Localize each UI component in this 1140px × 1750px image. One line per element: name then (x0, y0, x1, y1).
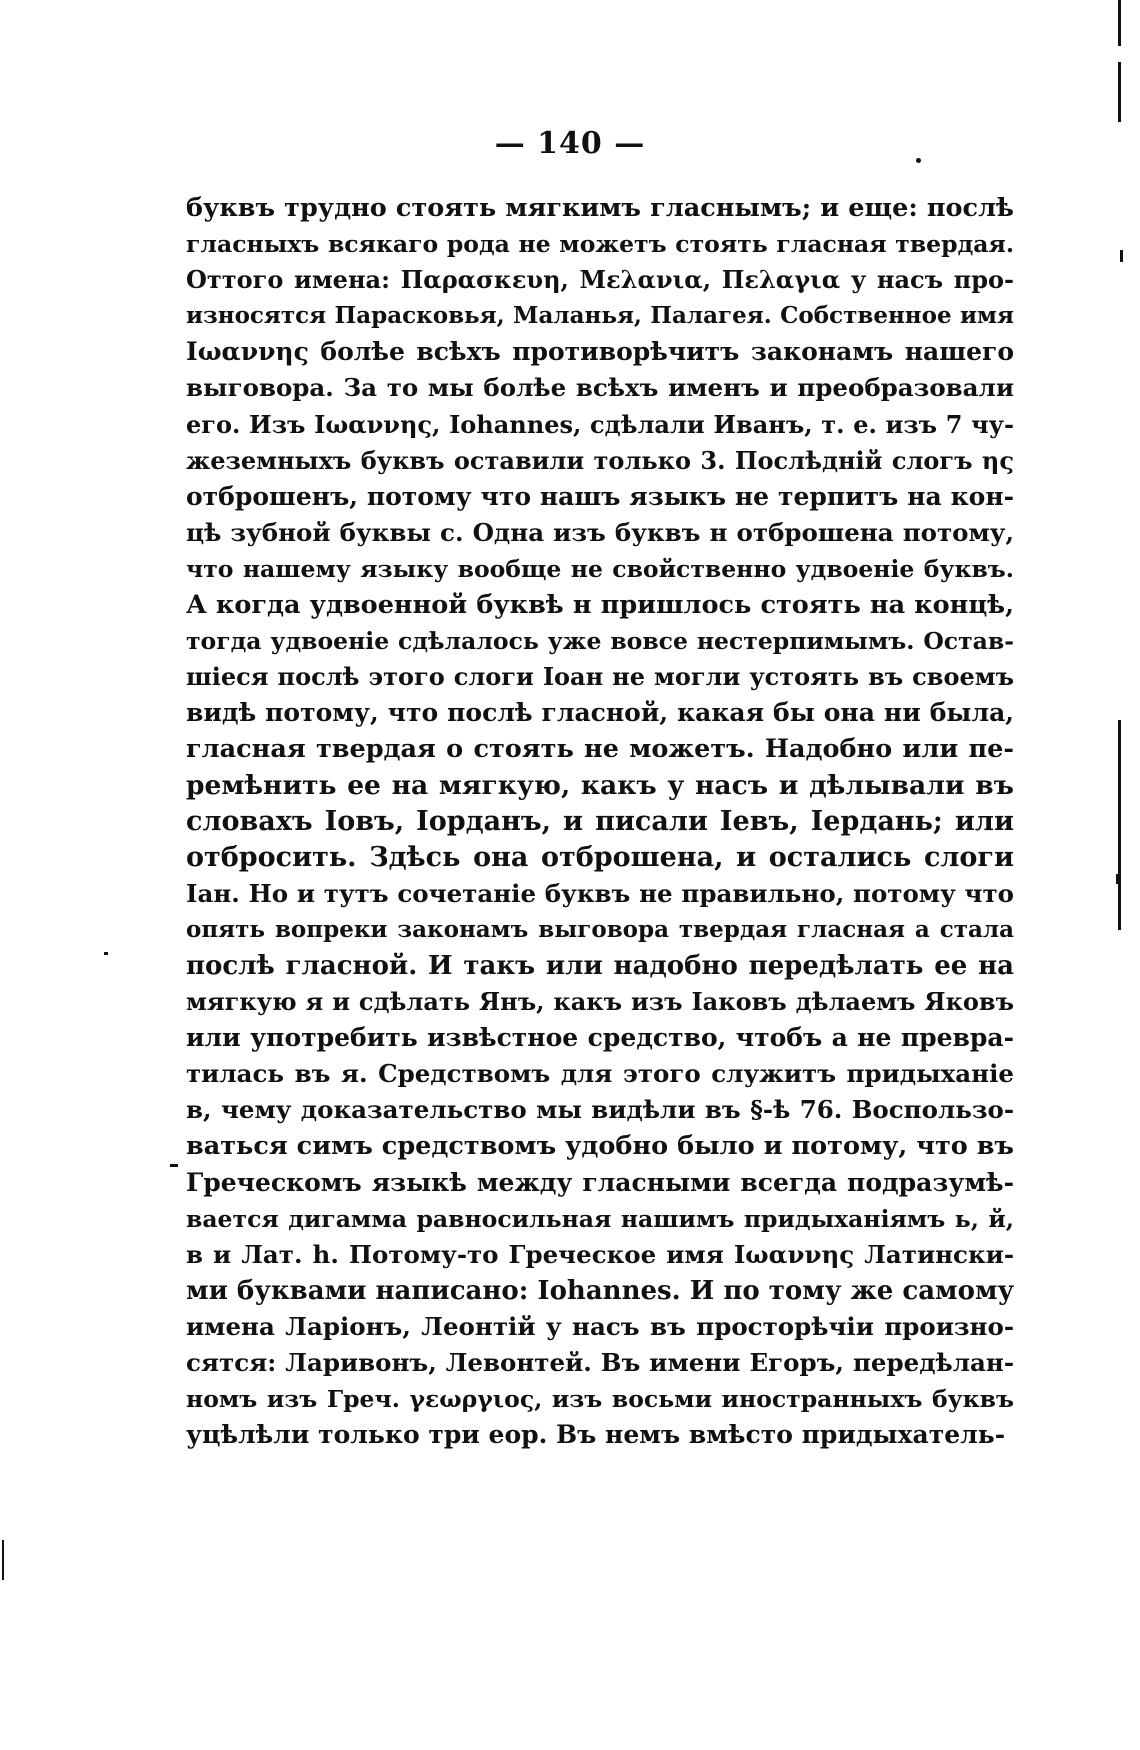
text-line: Ιωαννης болѣе всѣхъ противорѣчитъ законамъ нашего (186, 337, 1014, 367)
text-line: имена Ларiонъ, Леонтiй у насъ въ просторѣчiи произно- (186, 1311, 1014, 1341)
text-line: в и Лат. h. Потому-то Греческое имя Ιωαννης Латински- (186, 1239, 1014, 1269)
text-line: шiеся послѣ этого слоги Iоан не могли устоять въ своемъ (186, 662, 1014, 692)
scan-edge-rule (1118, 720, 1121, 930)
text-line: гласная твердая о стоять не можетъ. Надобно или пе- (186, 734, 1014, 765)
text-line: тогда удвоенiе сдѣлалось уже вовсе нестерпимымъ. Остав- (186, 627, 1014, 656)
text-line: выговора. За то мы болѣе всѣхъ именъ и преобразовали (186, 373, 1014, 403)
scan-speck (2, 1540, 4, 1580)
scan-speck (170, 1164, 178, 1167)
text-line: мягкую я и сдѣлать Янъ, какъ изъ Iаковъ дѣлаемъ Яковъ (186, 987, 1014, 1017)
page-number: — 140 — (494, 126, 646, 161)
scan-speck (916, 158, 921, 163)
text-line: видѣ потому, что послѣ гласной, какая бы она ни была, (186, 698, 1014, 728)
text-line: его. Изъ Ιωαννης, Iohannes, сдѣлали Иванъ, т. е. изъ 7 чу- (186, 409, 1014, 439)
text-line: А когда удвоенной буквѣ н пришлось стоять на концѣ, (186, 590, 1014, 621)
text-line: тилась въ я. Средствомъ для этого служитъ придыханiе (186, 1059, 1014, 1089)
scan-edge-rule (1118, 0, 1121, 46)
text-line: отбросить. Здѣсь она отброшена, и остались слоги (186, 841, 1014, 873)
text-line: уцѣлѣли только три еор. Въ немъ вмѣсто придыхатель- (186, 1420, 1006, 1450)
text-line: послѣ гласной. И такъ или надобно передѣлать ее на (186, 950, 1014, 981)
scan-speck (1116, 874, 1120, 884)
text-line: Iан. Но и тутъ сочетанiе буквъ не правильно, потому что (186, 878, 1014, 908)
text-line: Оттого имена: Παρασκευη, Μελανια, Πελαγια у насъ про- (186, 265, 1014, 295)
text-line: что нашему языку вообще не свойственно удвоенiе буквъ. (186, 554, 1014, 583)
text-line: ми буквами написано: Iohannes. И по тому же самому (186, 1275, 1014, 1306)
text-line: ваться симъ средствомъ удобно было и потому, что въ (186, 1131, 1014, 1162)
text-line: ремѣнить ее на мягкую, какъ у насъ и дѣлывали въ (186, 769, 1014, 801)
text-line: отброшенъ, потому что нашъ языкъ не терпитъ на кон- (186, 481, 1014, 511)
text-line: износятся Парасковья, Маланья, Палагея. Собственное имя (186, 302, 1014, 330)
text-line: цѣ зубной буквы с. Одна изъ буквъ н отброшена потому, (186, 517, 1014, 547)
scan-edge-rule (1118, 62, 1121, 122)
text-line: в, чему доказательство мы видѣли въ §-ѣ 76. Воспользо- (186, 1095, 1014, 1125)
text-line: вается дигамма равносильная нашимъ придыханiямъ ь, й, (186, 1204, 1014, 1233)
text-line: или употребить извѣстное средство, чтобъ а не превра- (186, 1023, 1014, 1053)
scan-speck (1120, 250, 1123, 262)
body-text (186, 190, 1014, 1453)
text-line: Греческомъ языкѣ между гласными всегда подразумѣ- (186, 1167, 1014, 1197)
scan-speck (104, 952, 108, 955)
text-line: гласныхъ всякаго рода не можетъ стоять гласная твердая. (186, 230, 1014, 259)
text-line: номъ изъ Греч. γεωργιος, изъ восьми иностранныхъ буквъ (186, 1385, 1014, 1414)
text-line: словахъ Iовъ, Iорданъ, и писали Iевъ, Iердань; или (186, 805, 1014, 837)
text-line: буквъ трудно стоять мягкимъ гласнымъ; и еще: послѣ (186, 193, 1014, 223)
text-line: опять вопреки законамъ выговора твердая гласная а стала (186, 915, 1014, 943)
text-line: жеземныхъ буквъ оставили только 3. Послѣднiй слогъ ης (186, 445, 1014, 475)
text-line: сятся: Ларивонъ, Левонтей. Въ имени Егоръ, передѣлан- (186, 1348, 1014, 1377)
